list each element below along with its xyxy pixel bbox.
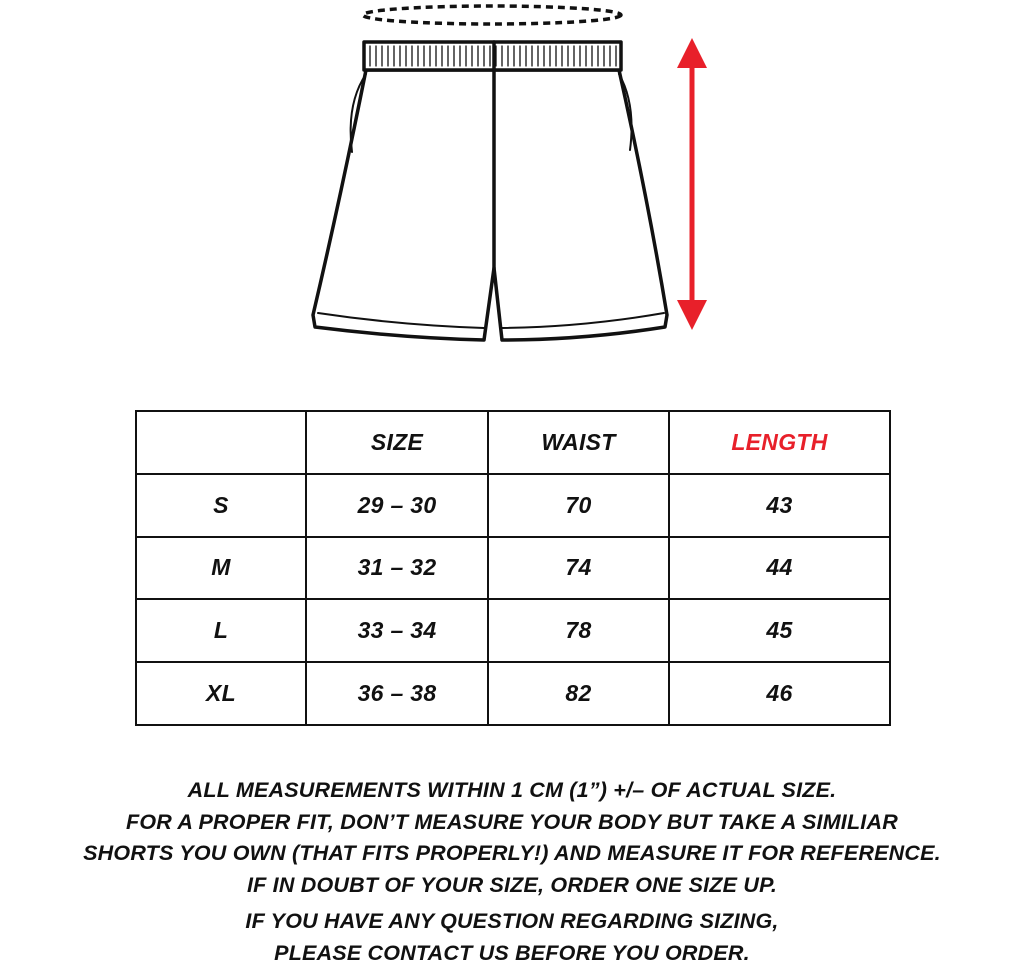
table-row [136, 662, 890, 725]
size-label: L [136, 599, 306, 662]
waist-value: 70 [488, 474, 669, 537]
shorts-illustration [0, 0, 1024, 360]
size-chart-table [135, 410, 891, 726]
header-blank [136, 411, 306, 474]
table-row [136, 474, 890, 537]
table-row [136, 599, 890, 662]
size-label: M [136, 537, 306, 600]
shorts-icon [313, 42, 667, 340]
waist-ellipse-icon [363, 6, 621, 24]
table-row [136, 537, 890, 600]
contact-line: PLEASE CONTACT US BEFORE YOU ORDER. [274, 940, 750, 965]
size-label: XL [136, 662, 306, 725]
note-line: ALL MEASUREMENTS WITHIN 1 CM (1”) +/– OF ACTUAL SIZE. [187, 778, 837, 802]
waist-value: 74 [488, 537, 669, 600]
length-value: 44 [669, 537, 890, 600]
size-range: 31 – 32 [306, 537, 488, 600]
size-range: 36 – 38 [306, 662, 488, 725]
contact-line: IF YOU HAVE ANY QUESTION REGARDING SIZING, [245, 909, 779, 933]
measurement-notes [0, 775, 1024, 901]
contact-notes [0, 906, 1024, 969]
size-range: 33 – 34 [306, 599, 488, 662]
length-value: 43 [669, 474, 890, 537]
table-header-row [136, 411, 890, 474]
size-range: 29 – 30 [306, 474, 488, 537]
waist-value: 82 [488, 662, 669, 725]
note-line: FOR A PROPER FIT, DON’T MEASURE YOUR BODY BUT TAKE A SIMILIAR [126, 809, 898, 834]
header-size: SIZE [306, 411, 488, 474]
size-label: S [136, 474, 306, 537]
length-value: 46 [669, 662, 890, 725]
note-line: SHORTS YOU OWN (THAT FITS PROPERLY!) AND MEASURE IT FOR REFERENCE. [83, 841, 941, 865]
waist-value: 78 [488, 599, 669, 662]
length-value: 45 [669, 599, 890, 662]
length-arrow-icon [677, 38, 707, 330]
header-waist: WAIST [488, 411, 669, 474]
header-length: LENGTH [669, 411, 890, 474]
note-line: IF IN DOUBT OF YOUR SIZE, ORDER ONE SIZE UP. [246, 872, 778, 897]
